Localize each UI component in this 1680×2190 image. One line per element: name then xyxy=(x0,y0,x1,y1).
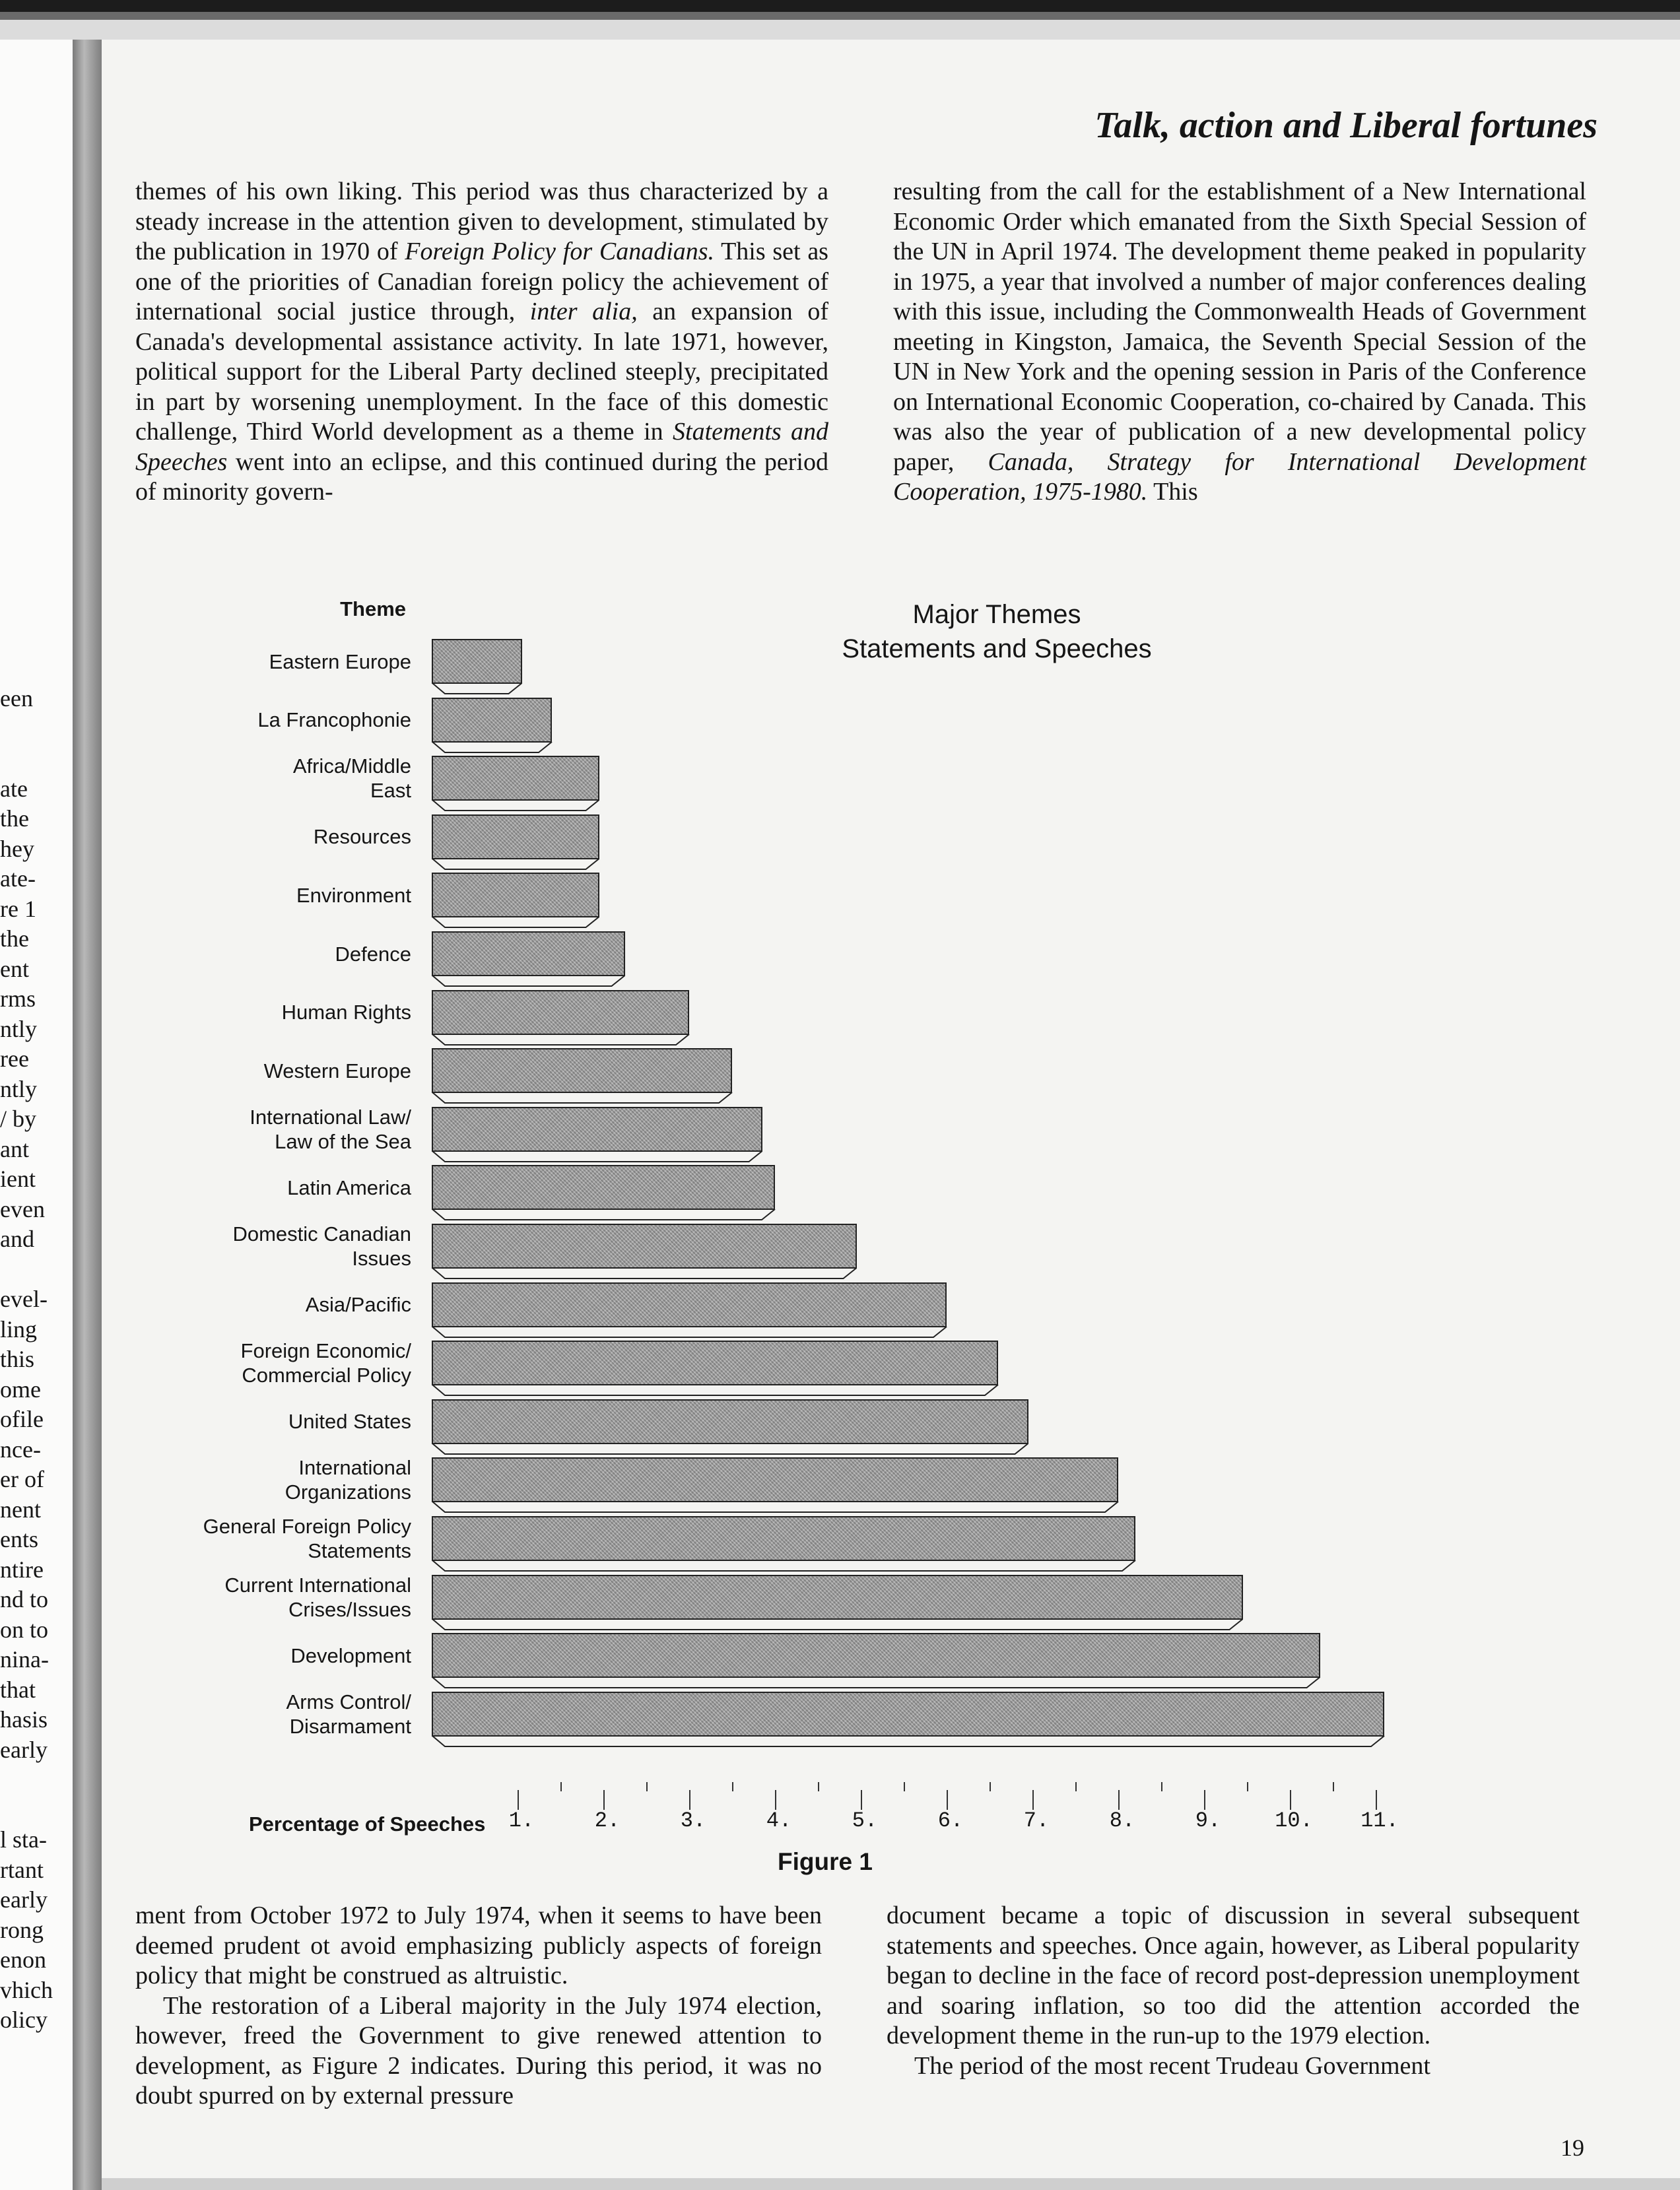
chart-category-header: Theme xyxy=(340,597,406,620)
x-axis-tick-label: 8. xyxy=(1109,1808,1135,1833)
x-axis-tick-label: 1. xyxy=(508,1808,535,1833)
previous-page-fragment: enon xyxy=(0,1946,46,1973)
previous-page-fragment: er of xyxy=(0,1466,44,1492)
top-left-text-run: Foreign Policy for Canadians. xyxy=(405,238,715,265)
page-number: 19 xyxy=(1561,2135,1584,2161)
theme-bar-bevel xyxy=(432,976,626,987)
x-axis-minor-tick xyxy=(1247,1782,1248,1791)
x-axis-tick-label: 6. xyxy=(937,1808,964,1833)
previous-page-fragment: ents xyxy=(0,1526,38,1552)
previous-page-fragment: ntly xyxy=(0,1075,38,1102)
category-label: International Law/ Law of the Sea xyxy=(250,1105,411,1153)
scan-top-edge xyxy=(0,0,1680,40)
previous-page-fragment: nd to xyxy=(0,1586,49,1612)
theme-bar xyxy=(432,1575,1243,1620)
theme-bar-bevel xyxy=(432,1385,999,1397)
theme-bar xyxy=(432,1692,1384,1737)
theme-bar xyxy=(432,1107,762,1152)
previous-page-fragment: evel- xyxy=(0,1286,48,1312)
text-column-top-left xyxy=(135,177,828,508)
theme-bar xyxy=(432,1165,775,1210)
theme-bar xyxy=(432,931,625,976)
category-label: Arms Control/ Disarmament xyxy=(286,1690,411,1738)
category-label: Eastern Europe xyxy=(269,649,411,673)
x-axis-tick-label: 5. xyxy=(852,1808,878,1833)
paragraph-bottom-left-2: The restoration of a Liberal majority in the July 1974 election, however, freed the Government to give renewed attention to development, as Figure 2 indicates. During this period, it was no doubt spurred on by external pressure xyxy=(135,1991,822,2109)
paragraph-bottom-left-1: ment from October 1972 to July 1974, when it seems to have been deemed prudent ot avoid emphasizing publicly aspects of foreign policy that might be construed as altruistic. xyxy=(135,1902,822,1989)
theme-bar-bevel xyxy=(432,683,523,695)
top-right-text-run: Canada, Strategy for International Development Cooperation, 1975-1980. xyxy=(893,448,1586,506)
previous-page-fragment: een xyxy=(0,685,33,712)
x-axis-tick xyxy=(947,1790,948,1810)
previous-page-fragment: ate xyxy=(0,775,28,802)
previous-page-fragment: re 1 xyxy=(0,895,36,922)
category-label: International Organizations xyxy=(285,1456,411,1504)
chart-title: Major Themes xyxy=(912,600,1081,629)
top-right-text-run: resulting from the call for the establishment of a New International Economic Order which emanated from the Sixth Special Session of the UN in April 1974. The development theme peaked in popularity in 1975, a year that involved a number of major conferences dealing with this issue, including the Commonwealth Heads of Government meeting in Kingston, Jamaica, the Seventh Special Session of the UN in New York and the opening session in Paris of the Conference on International Economic Cooperation, co-chaired by Canada. This was also the year of publication of a new developmental policy paper, xyxy=(893,178,1586,476)
previous-page-fragment: and xyxy=(0,1226,34,1252)
text-column-bottom-left xyxy=(135,1901,822,2111)
category-label: Domestic Canadian Issues xyxy=(232,1222,411,1270)
previous-page-fragment: ntire xyxy=(0,1556,44,1583)
category-label: Environment xyxy=(296,883,411,907)
top-left-text-run: an expansion of Canada's developmental assistance activity. In late 1971, however, political support for the Liberal Party declined steeply, precipitated in part by worsening unemployment. In the face of this domestic challenge, Third World development as a theme in xyxy=(135,298,828,446)
theme-bar xyxy=(432,1633,1320,1678)
theme-bar-bevel xyxy=(432,742,553,754)
category-label: United States xyxy=(288,1410,411,1434)
previous-page-fragment: even xyxy=(0,1195,45,1222)
x-axis-minor-tick xyxy=(990,1782,991,1791)
x-axis-tick xyxy=(1290,1790,1291,1810)
theme-bar xyxy=(432,756,599,801)
x-axis-tick xyxy=(603,1790,605,1810)
category-label: Defence xyxy=(335,942,411,966)
theme-bar xyxy=(432,1341,998,1385)
theme-bar-bevel xyxy=(432,1092,733,1104)
previous-page-fragment: / by xyxy=(0,1106,37,1132)
category-label: Resources xyxy=(313,825,411,849)
previous-page-fragment: rong xyxy=(0,1916,44,1943)
previous-page-fragment: ate- xyxy=(0,865,36,892)
x-axis-tick xyxy=(689,1790,690,1810)
x-axis-minor-tick xyxy=(1161,1782,1162,1791)
x-axis-minor-tick xyxy=(732,1782,733,1791)
previous-page-fragment: nina- xyxy=(0,1646,49,1673)
previous-page-fragment: rms xyxy=(0,985,36,1012)
theme-bar-bevel xyxy=(432,1209,776,1221)
previous-page-fragment: hey xyxy=(0,835,34,862)
x-axis-tick xyxy=(1204,1790,1205,1810)
previous-page-fragment: ient xyxy=(0,1166,36,1192)
theme-bar-bevel xyxy=(432,1327,948,1339)
x-axis-tick xyxy=(861,1790,862,1810)
theme-bar-bevel xyxy=(432,859,601,871)
book-spine-shadow xyxy=(73,40,102,2190)
category-label: General Foreign Policy Statements xyxy=(203,1515,411,1562)
theme-bar-bevel xyxy=(432,917,601,929)
previous-page-fragment: ent xyxy=(0,955,29,982)
previous-page-fragment: early xyxy=(0,1886,48,1913)
previous-page-fragment: l sta- xyxy=(0,1826,47,1853)
x-axis-tick-label: 3. xyxy=(680,1808,706,1833)
x-axis-tick-label: 2. xyxy=(594,1808,621,1833)
category-label: Development xyxy=(290,1643,411,1667)
x-axis-tick-label: 7. xyxy=(1023,1808,1050,1833)
x-axis-minor-tick xyxy=(1333,1782,1334,1791)
category-label: Foreign Economic/ Commercial Policy xyxy=(240,1339,411,1387)
theme-bar xyxy=(432,1399,1028,1444)
theme-bar-bevel xyxy=(432,1443,1030,1455)
text-column-top-right xyxy=(893,177,1586,508)
previous-page-fragment: ofile xyxy=(0,1406,44,1432)
scan-bottom-edge xyxy=(102,2178,1680,2190)
paragraph-bottom-right-1: document became a topic of discussion in several subsequent statements and speeches. Once again, however, as Liberal popularity began to decline in the face of record post-depression unemployment and soaring inflation, so too did the attention accorded the development theme in the run-up to the 1979 election. xyxy=(887,1902,1580,2049)
x-axis-tick xyxy=(518,1790,519,1810)
x-axis-tick xyxy=(1376,1790,1377,1810)
chart-subtitle: Statements and Speeches xyxy=(842,634,1152,663)
theme-bar-bevel xyxy=(432,1619,1244,1631)
category-label: La Francophonie xyxy=(257,708,411,732)
previous-page-fragment: ntly xyxy=(0,1015,38,1042)
category-label: Asia/Pacific xyxy=(305,1293,411,1317)
theme-bar-bevel xyxy=(432,800,601,812)
previous-page-fragment: rtant xyxy=(0,1856,44,1883)
x-axis-tick-label: 4. xyxy=(766,1808,792,1833)
theme-bar-bevel xyxy=(432,1268,858,1280)
theme-bar xyxy=(432,990,689,1035)
previous-page-fragment: the xyxy=(0,805,29,832)
theme-bar-bevel xyxy=(432,1736,1386,1748)
paragraph-bottom-right-2: The period of the most recent Trudeau Government xyxy=(914,2051,1430,2080)
x-axis-tick xyxy=(1032,1790,1034,1810)
top-left-text-run: themes of his own liking. This period was thus characterized by a steady increase in the attention given to development, stimulated by the publication in 1970 of xyxy=(135,178,828,265)
previous-page-fragment: the xyxy=(0,925,29,952)
previous-page-fragment: vhich xyxy=(0,1976,53,2003)
top-left-text-run: went into an eclipse, and this continued during the period of minority govern- xyxy=(135,448,828,506)
theme-bar xyxy=(432,873,599,917)
x-axis-tick-label: 9. xyxy=(1195,1808,1221,1833)
x-axis-minor-tick xyxy=(560,1782,562,1791)
theme-bar-bevel xyxy=(432,1034,690,1046)
top-right-text-run: This xyxy=(1147,478,1198,506)
x-axis-tick xyxy=(1118,1790,1120,1810)
paragraph-top-left xyxy=(135,177,828,508)
category-label: Latin America xyxy=(287,1176,411,1199)
top-left-text-run: This set as one of the priorities of Canadian foreign policy the achievement of international social justice through, xyxy=(135,238,828,325)
category-label: Current International Crises/Issues xyxy=(224,1573,411,1621)
category-label: Africa/Middle East xyxy=(292,754,411,803)
chart-title-block xyxy=(792,597,1201,666)
theme-bar-bevel xyxy=(432,1502,1120,1513)
previous-page-fragment: early xyxy=(0,1736,48,1763)
paragraph-top-right xyxy=(893,177,1586,508)
top-left-text-run: inter alia, xyxy=(529,298,638,325)
previous-page-fragment: ree xyxy=(0,1045,29,1072)
x-axis-minor-tick xyxy=(646,1782,648,1791)
category-label: Western Europe xyxy=(263,1059,411,1082)
theme-bar xyxy=(432,1048,732,1093)
previous-page-fragment: nent xyxy=(0,1496,41,1523)
theme-bar xyxy=(432,639,522,684)
previous-page-fragment: hasis xyxy=(0,1706,48,1733)
theme-bar-bevel xyxy=(432,1560,1137,1572)
x-axis-title: Percentage of Speeches xyxy=(249,1812,486,1836)
theme-bar xyxy=(432,698,552,743)
x-axis-tick xyxy=(775,1790,776,1810)
theme-bar xyxy=(432,1457,1118,1502)
previous-page-fragment: nce- xyxy=(0,1436,41,1463)
x-axis-minor-tick xyxy=(904,1782,905,1791)
text-column-bottom-right xyxy=(887,1901,1580,2081)
previous-page-fragment: this xyxy=(0,1346,35,1372)
x-axis-tick-label: 11. xyxy=(1361,1808,1399,1833)
x-axis-tick-label: 10. xyxy=(1275,1808,1313,1833)
previous-page-fragment: ome xyxy=(0,1376,41,1403)
previous-page-fragment: olicy xyxy=(0,2007,48,2033)
previous-page-fragment: ant xyxy=(0,1135,29,1162)
category-label: Human Rights xyxy=(281,1001,411,1024)
previous-page-fragment: on to xyxy=(0,1616,49,1643)
theme-bar xyxy=(432,814,599,859)
running-head: Talk, action and Liberal fortunes xyxy=(1094,105,1597,146)
top-left-text-run: Statements and Speeches xyxy=(135,418,828,476)
figure-caption: Figure 1 xyxy=(778,1848,873,1875)
previous-page-fragment: ling xyxy=(0,1315,38,1343)
x-axis-minor-tick xyxy=(818,1782,819,1791)
theme-bar-bevel xyxy=(432,1151,764,1163)
theme-bar xyxy=(432,1282,947,1327)
theme-bar xyxy=(432,1516,1135,1561)
previous-page-fragment: that xyxy=(0,1676,36,1703)
theme-bar xyxy=(432,1224,857,1269)
x-axis-minor-tick xyxy=(1075,1782,1077,1791)
theme-bar-bevel xyxy=(432,1677,1322,1689)
